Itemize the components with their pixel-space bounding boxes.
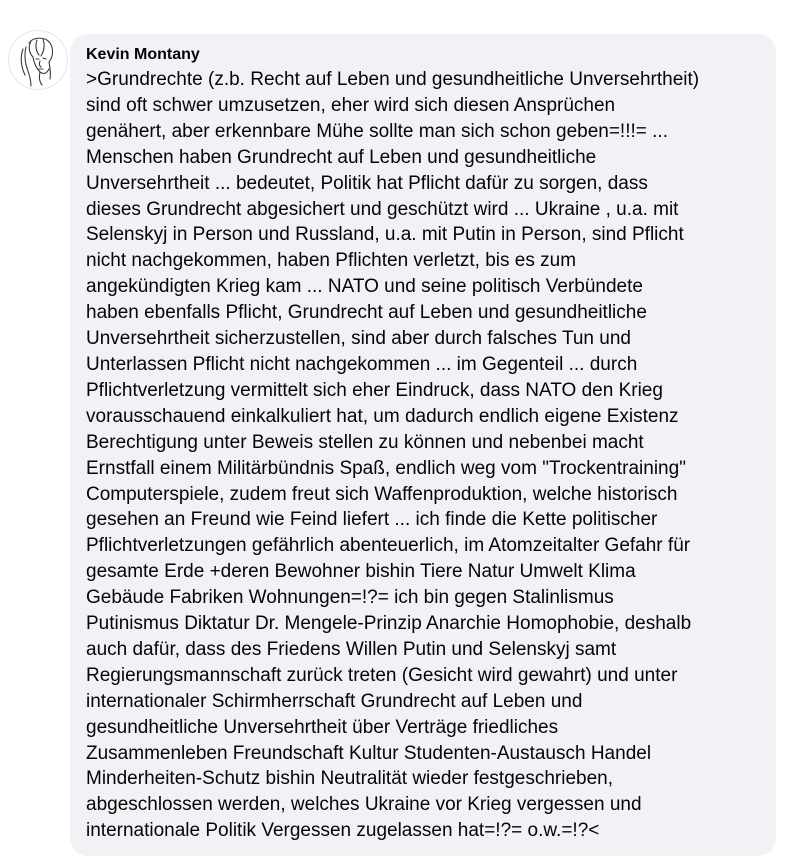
comment-bubble (70, 34, 776, 856)
avatar[interactable] (8, 30, 68, 90)
sketch-face-avatar-icon (9, 31, 67, 89)
comment-text: >Grundrechte (z.b. Recht auf Leben und gesundheitliche Unversehrtheit) sind oft schwer umzusetzen, eher wird sich diesen Ansprüchen genähert, aber erkennbare Mühe sollte man sich schon geben=!!!= ... Menschen haben Grundrecht auf Leben und gesundheitliche Unversehrtheit ... bedeutet, Politik hat Pflicht dafür zu sorgen, dass dieses Grundrecht abgesichert und geschützt wird ... Ukraine , u.a. mit Selenskyj in Person und Russland, u.a. mit Putin in Person, sind Pflicht nicht nachgekommen, haben Pflichten verletzt, bis es zum angekündigten Krieg kam ... NATO und seine politisch Verbündete haben ebenfalls Pflicht, Grundrecht auf Leben und gesundheitliche Unversehrtheit sicherzustellen, sind aber durch falsches Tun und Unterlassen Pflicht nicht nachgekommen ... im Gegenteil ... durch Pflichtverletzung vermittelt sich eher Eindruck, dass NATO den Krieg vorausschauend einkalkuliert hat, um dadurch endlich eigene Existenz Berechtigung unter Beweis stellen zu können und nebenbei macht Ernstfall einem Militärbündnis Spaß, endlich weg vom "Trockentraining" Computerspiele, zudem freut sich Waffenproduktion, welche historisch gesehen an Freund wie Feind liefert ... ich finde die Kette politischer Pflichtverletzungen gefährlich abenteuerlich, im Atomzeitalter Gefahr für gesamte Erde +deren Bewohner bishin Tiere Natur Umwelt Klima Gebäude Fabriken Wohnungen=!?= ich bin gegen Stalinlismus Putinismus Diktatur Dr. Mengele-Prinzip Anarchie Homophobie, deshalb auch dafür, dass des Friedens Willen Putin und Selenskyj samt Regierungsmannschaft zurück treten (Gesicht wird gewahrt) und unter internationaler Schirmherrschaft Grundrecht auf Leben und gesundheitliche Unversehrtheit über Verträge friedliches Zusammenleben Freundschaft Kultur Studenten-Austausch Handel Minderheiten-Schutz bishin Neutralität wieder festgeschrieben, abgeschlossen werden, welches Ukraine vor Krieg vergessen und internationale Politik Vergessen zugelassen hat=!?= o.w.=!?< (86, 69, 700, 842)
comment-author[interactable]: Kevin Montany (86, 46, 200, 63)
